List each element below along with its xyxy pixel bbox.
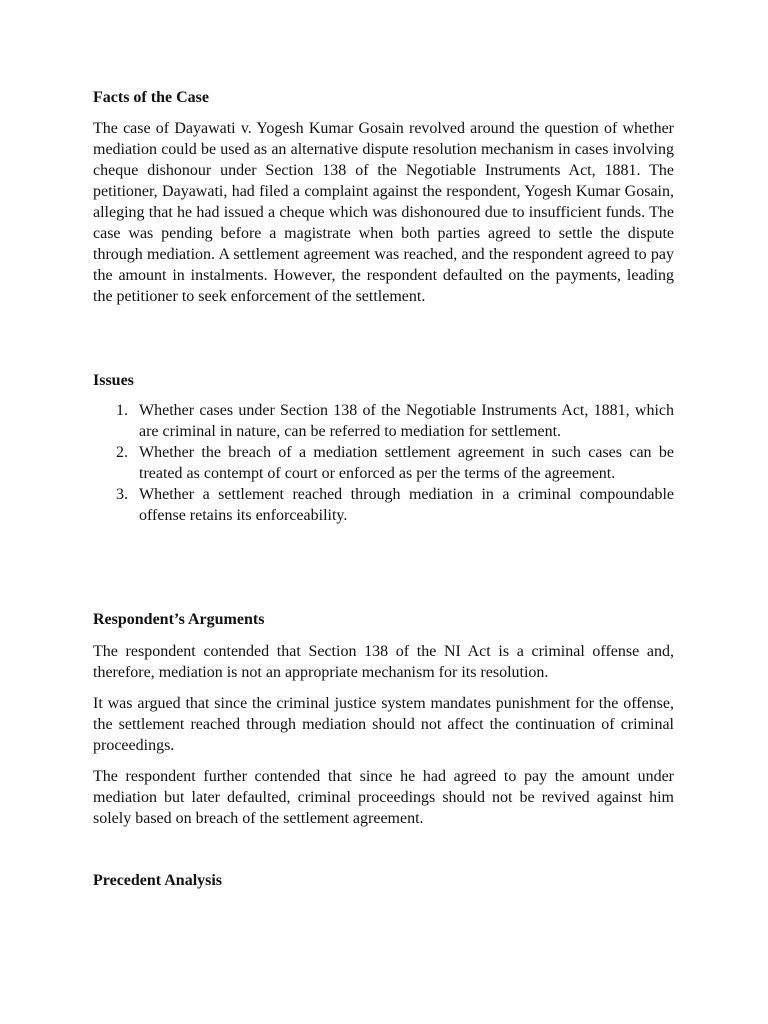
issue-number: 1. [116,402,128,419]
heading-issues: Issues [93,372,134,389]
respondent-paragraph: The respondent further contended that since he had agreed to pay the amount under mediation but later defaulted, criminal proceedings should not be revived against him solely based on breach of the settlement agreement. [93,768,674,827]
respondent-paragraph: The respondent contended that Section 138 of the NI Act is a criminal offense and, therefore, mediation is not an appropriate mechanism for its resolution. [93,643,674,681]
issue-item [93,442,674,484]
issues-list [93,400,674,526]
heading-respondent-arguments: Respondent’s Arguments [93,611,265,628]
issue-item [93,400,674,442]
issue-number: 3. [116,486,128,503]
issue-number: 2. [116,444,128,461]
issue-text: Whether the breach of a mediation settlement agreement in such cases can be treated as contempt of court or enforced as per the terms of the agreement. [139,444,674,482]
issue-text: Whether a settlement reached through mediation in a criminal compoundable offense retains its enforceability. [139,486,674,524]
heading-precedent-analysis: Precedent Analysis [93,872,223,889]
issue-item [93,484,674,526]
issue-text: Whether cases under Section 138 of the Negotiable Instruments Act, 1881, which are criminal in nature, can be referred to mediation for settlement. [139,402,674,440]
heading-facts: Facts of the Case [93,89,209,106]
facts-paragraph: The case of Dayawati v. Yogesh Kumar Gosain revolved around the question of whether mediation could be used as an alternative dispute resolution mechanism in cases involving cheque dishonour under Section 138 of the Negotiable Instruments Act, 1881. The petitioner, Dayawati, had filed a complaint against the respondent, Yogesh Kumar Gosain, alleging that he had issued a cheque which was dishonoured due to insufficient funds. The case was pending before a magistrate when both parties agreed to settle the dispute through mediation. A settlement agreement was reached, and the respondent agreed to pay the amount in instalments. However, the respondent defaulted on the payments, leading the petitioner to seek enforcement of the settlement. [93,120,674,305]
respondent-paragraph: It was argued that since the criminal justice system mandates punishment for the offense, the settlement reached through mediation should not affect the continuation of criminal proceedings. [93,695,674,754]
